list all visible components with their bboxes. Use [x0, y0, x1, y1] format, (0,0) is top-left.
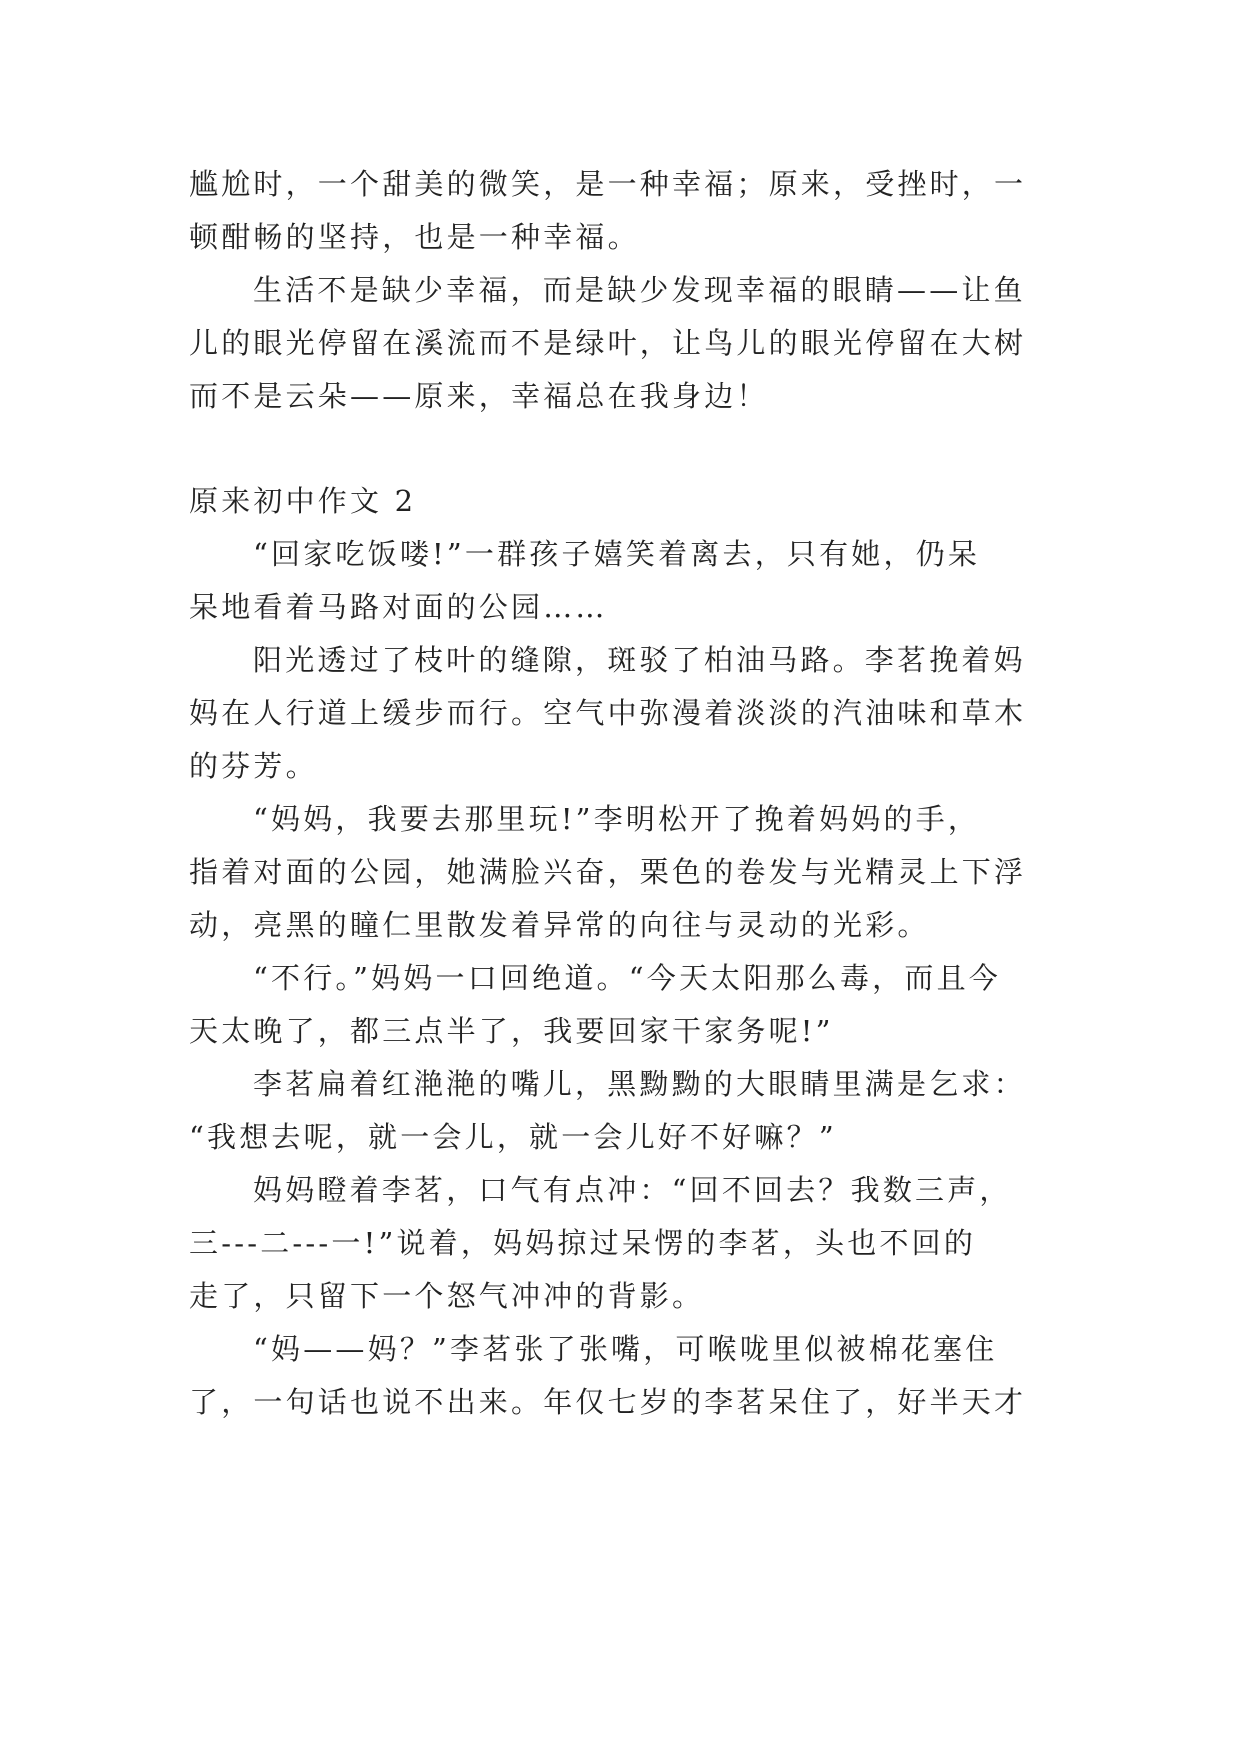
text-line: 了，一句话也说不出来。年仅七岁的李茗呆住了，好半天才 — [189, 1385, 1027, 1419]
text-line: 走了，只留下一个怒气冲冲的背影。 — [189, 1279, 705, 1313]
text-line: 尴尬时，一个甜美的微笑，是一种幸福；原来，受挫时，一 — [189, 167, 1027, 201]
text-line: 天太晚了，都三点半了，我要回家干家务呢!” — [189, 1014, 834, 1048]
paragraph-first-line: “回家吃饭喽!”一群孩子嬉笑着离去，只有她，仍呆 — [253, 537, 981, 571]
paragraph-first-line: 妈妈瞪着李茗，口气有点冲：“回不回去？我数三声， — [253, 1173, 1012, 1207]
paragraph-first-line: “妈妈，我要去那里玩!”李明松开了挽着妈妈的手， — [253, 802, 981, 836]
paragraph-first-line: 阳光透过了枝叶的缝隙，斑驳了柏油马路。李茗挽着妈 — [253, 643, 1026, 677]
text-line: 指着对面的公园，她满脸兴奋，栗色的卷发与光精灵上下浮 — [189, 855, 1027, 889]
text-line: 呆地看着马路对面的公园…… — [189, 590, 608, 624]
paragraph-first-line: 生活不是缺少幸福，而是缺少发现幸福的眼睛——让鱼 — [253, 273, 1026, 307]
text-line: 儿的眼光停留在溪流而不是绿叶，让鸟儿的眼光停留在大树 — [189, 326, 1027, 360]
text-line: 三---二---一!”说着，妈妈掠过呆愣的李茗，头也不回的 — [189, 1226, 977, 1260]
text-line: 动，亮黑的瞳仁里散发着异常的向往与灵动的光彩。 — [189, 908, 930, 942]
document-body — [189, 158, 1054, 1429]
section-heading: 原来初中作文 2 — [189, 484, 417, 518]
text-line: 而不是云朵——原来，幸福总在我身边！ — [189, 379, 769, 413]
paragraph-first-line: “妈——妈？”李茗张了张嘴，可喉咙里似被棉花塞住 — [253, 1332, 998, 1366]
paragraph-first-line: 李茗扁着红滟滟的嘴儿，黑黝黝的大眼睛里满是乞求： — [253, 1067, 1026, 1101]
text-line: “我想去呢，就一会儿，就一会儿好不好嘛？” — [189, 1120, 837, 1154]
text-line: 妈在人行道上缓步而行。空气中弥漫着淡淡的汽油味和草木 — [189, 696, 1027, 730]
text-line: 的芬芳。 — [189, 749, 318, 783]
section-gap — [189, 423, 1054, 475]
paragraph-first-line: “不行。”妈妈一口回绝道。“今天太阳那么毒，而且今 — [253, 961, 1001, 995]
text-line: 顿酣畅的坚持，也是一种幸福。 — [189, 220, 640, 254]
